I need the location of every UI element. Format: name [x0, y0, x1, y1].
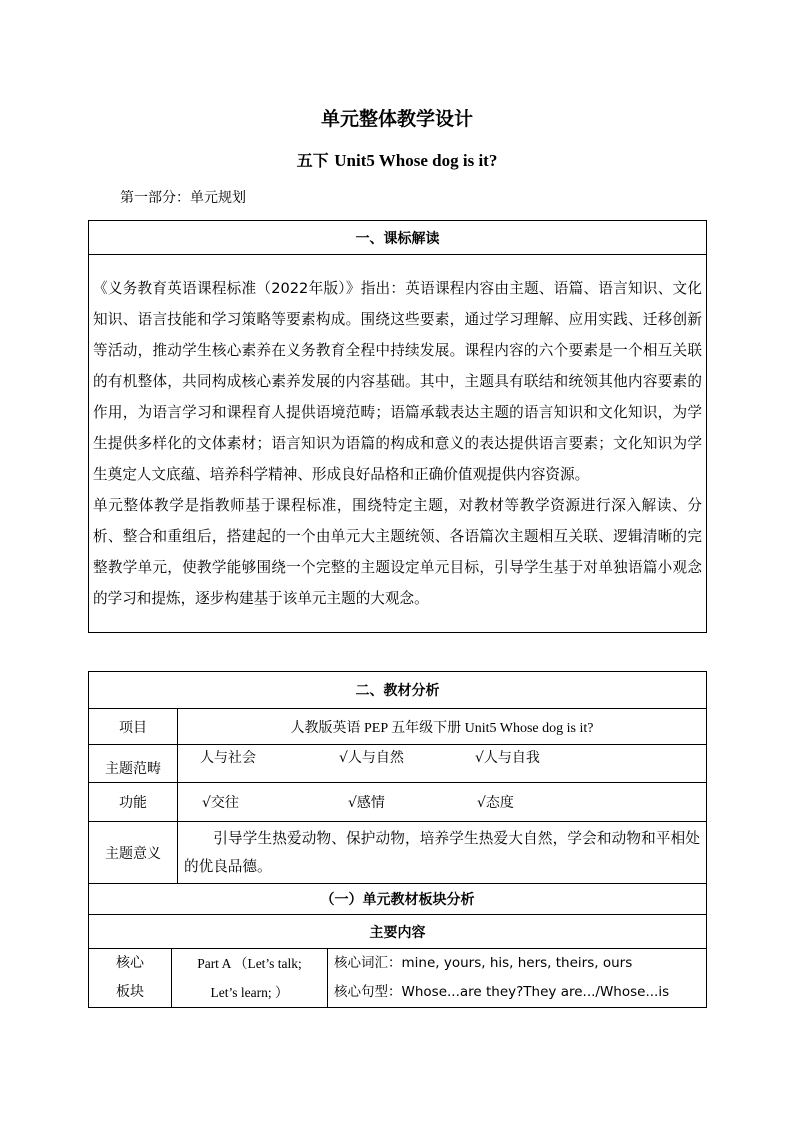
section1-body — [89, 255, 707, 633]
curriculum-table — [88, 220, 707, 633]
core-sentence: 核心句型：Whose...are they?They are.../Whose...is — [334, 984, 670, 1000]
main-content-heading: 主要内容 — [89, 915, 707, 949]
section1-heading: 一、课标解读 — [89, 221, 707, 255]
document-subtitle — [0, 148, 794, 171]
section1-para1: 《义务教育英语课程标准（2022年版）》指出：英语课程内容由主题、语篇、语言知识、文化知识、语言技能和学习策略等要素构成。围绕这些要素，通过学习理解、应用实践、迁移创新等活动，推动学生核心素养在义务教育全程中持续发展。课程内容的六个要素是一个相互关联的有机整体，共同构成核心素养发展的内容基础。其中，主题具有联结和统领其他内容要素的作用，为语言学习和课程育人提供语境范畴；语篇承载表达主题的语言知识和文化知识，为学生提供多样化的文体素材；语言知识为语篇的构成和意义的表达提供语言要素；文化知识为学生奠定人文底蕴、培养科学精神、形成良好品格和正确价值观提供内容资源。 — [93, 280, 702, 483]
function-option-attitude: √态度 — [477, 795, 514, 811]
core-vocab: 核心词汇：mine, yours, his, hers, theirs, ours — [334, 955, 633, 971]
core-module-label — [89, 949, 172, 1008]
item-label: 项目 — [89, 709, 178, 745]
subtitle-grade: 五下 — [296, 151, 329, 170]
theme-options — [178, 745, 707, 783]
core-label-line2: 板块 — [116, 984, 144, 1000]
part-a-line2: Let’s learn; ） — [210, 985, 289, 1000]
part-a-line1: Part A （Let’s talk; — [197, 956, 302, 971]
subtitle-unit: Unit5 Whose dog is it? — [334, 151, 498, 170]
document-title: 单元整体教学设计 — [320, 108, 473, 130]
theme-option-self: √人与自我 — [475, 750, 540, 766]
textbook-table — [88, 671, 707, 1008]
meaning-label: 主题意义 — [89, 822, 178, 884]
part-label: 第一部分：单元规划 — [120, 190, 246, 206]
section2-heading: 二、教材分析 — [89, 672, 707, 709]
function-option-emotion: √感情 — [348, 795, 385, 811]
function-options — [178, 783, 707, 822]
item-value: 人教版英语 PEP 五年级下册 Unit5 Whose dog is it? — [178, 709, 707, 745]
core-content-cell — [328, 949, 707, 1008]
part-a-cell — [172, 949, 328, 1008]
core-label-line1: 核心 — [116, 955, 144, 971]
theme-label: 主题范畴 — [89, 745, 178, 783]
meaning-value: 引导学生热爱动物、保护动物，培养学生热爱大自然，学会和动物和平相处的优良品德。 — [178, 822, 707, 884]
function-option-communication: √交往 — [202, 795, 239, 811]
theme-option-nature: √人与自然 — [339, 750, 404, 766]
section1-para2: 单元整体教学是指教师基于课程标准，围绕特定主题，对教材等教学资源进行深入解读、分析、整合和重组后，搭建起的一个由单元大主题统领、各语篇次主题相互关联、逻辑清晰的完整教学单元，使教学能够围绕一个完整的主题设定单元目标，引导学生基于对单独语篇小观念的学习和提炼，逐步构建基于该单元主题的大观念。 — [93, 497, 702, 607]
theme-option-society: 人与社会 — [200, 750, 256, 766]
unit-module-heading: （一）单元教材板块分析 — [89, 884, 707, 915]
function-label: 功能 — [89, 783, 178, 822]
